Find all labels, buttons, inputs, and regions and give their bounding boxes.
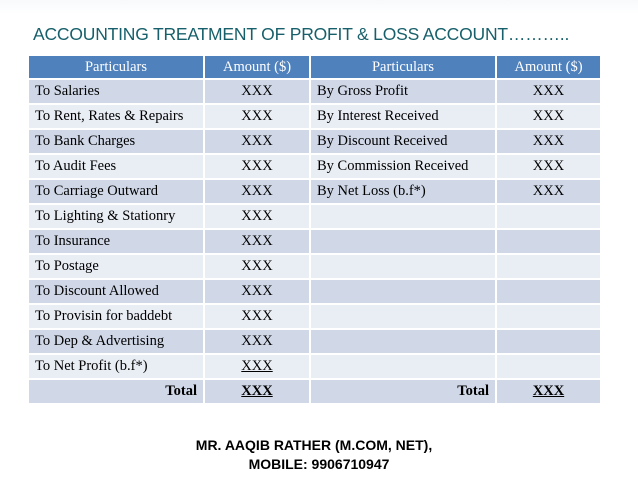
credit-amount <box>496 254 601 279</box>
debit-particular: To Lighting & Stationry <box>28 204 204 229</box>
table-row <box>28 354 601 379</box>
debit-amount: XXX <box>204 329 310 354</box>
table-total-row <box>28 379 601 404</box>
debit-particular: To Discount Allowed <box>28 279 204 304</box>
table-row <box>28 304 601 329</box>
debit-particular: To Carriage Outward <box>28 179 204 204</box>
debit-particular: To Audit Fees <box>28 154 204 179</box>
credit-amount: XXX <box>496 179 601 204</box>
table-row <box>28 154 601 179</box>
net-profit-amount: XXX <box>241 358 273 374</box>
credit-total-label: Total <box>310 379 496 404</box>
credit-amount: XXX <box>496 104 601 129</box>
debit-amount: XXX <box>204 79 310 104</box>
credit-particular: By Gross Profit <box>310 79 496 104</box>
credit-amount <box>496 204 601 229</box>
credit-amount <box>496 304 601 329</box>
table-header-row <box>28 55 601 79</box>
credit-total-amount: XXX <box>496 379 601 404</box>
credit-amount <box>496 279 601 304</box>
credit-particular <box>310 279 496 304</box>
debit-amount: XXX <box>204 204 310 229</box>
credit-particular <box>310 254 496 279</box>
header-amount-debit: Amount ($) <box>204 55 310 79</box>
debit-amount <box>204 354 310 379</box>
table-row <box>28 279 601 304</box>
debit-amount: XXX <box>204 129 310 154</box>
table-row <box>28 104 601 129</box>
credit-particular <box>310 354 496 379</box>
header-particulars-debit: Particulars <box>28 55 204 79</box>
author-name: MR. AAQIB RATHER (M.COM, NET), <box>195 437 433 453</box>
author-mobile: MOBILE: 9906710947 <box>248 456 390 472</box>
credit-amount: XXX <box>496 129 601 154</box>
credit-particular <box>310 304 496 329</box>
debit-particular: To Insurance <box>28 229 204 254</box>
table-row <box>28 254 601 279</box>
credit-particular: By Interest Received <box>310 104 496 129</box>
credit-particular <box>310 329 496 354</box>
debit-particular: To Provisin for baddebt <box>28 304 204 329</box>
credit-amount <box>496 229 601 254</box>
profit-loss-table <box>27 54 602 405</box>
slide-title: ACCOUNTING TREATMENT OF PROFIT & LOSS ACCOUNT……….. <box>33 24 570 44</box>
debit-amount: XXX <box>204 154 310 179</box>
table-row <box>28 204 601 229</box>
credit-particular <box>310 204 496 229</box>
debit-particular: To Rent, Rates & Repairs <box>28 104 204 129</box>
debit-particular: To Salaries <box>28 79 204 104</box>
debit-particular: To Net Profit (b.f*) <box>28 354 204 379</box>
debit-amount: XXX <box>204 179 310 204</box>
debit-amount: XXX <box>204 254 310 279</box>
debit-total-label: Total <box>28 379 204 404</box>
table-row <box>28 329 601 354</box>
header-particulars-credit: Particulars <box>310 55 496 79</box>
table-row <box>28 79 601 104</box>
credit-amount: XXX <box>496 154 601 179</box>
debit-amount: XXX <box>204 304 310 329</box>
credit-particular: By Discount Received <box>310 129 496 154</box>
table-row <box>28 179 601 204</box>
credit-amount: XXX <box>496 79 601 104</box>
debit-particular: To Bank Charges <box>28 129 204 154</box>
table-row <box>28 229 601 254</box>
debit-amount: XXX <box>204 229 310 254</box>
credit-particular <box>310 229 496 254</box>
credit-particular: By Net Loss (b.f*) <box>310 179 496 204</box>
credit-amount <box>496 329 601 354</box>
debit-total-amount: XXX <box>204 379 310 404</box>
author-footer <box>0 436 638 474</box>
debit-amount: XXX <box>204 104 310 129</box>
credit-particular: By Commission Received <box>310 154 496 179</box>
table-row <box>28 129 601 154</box>
slide-top-band <box>0 0 638 14</box>
debit-particular: To Dep & Advertising <box>28 329 204 354</box>
debit-amount: XXX <box>204 279 310 304</box>
debit-particular: To Postage <box>28 254 204 279</box>
header-amount-credit: Amount ($) <box>496 55 601 79</box>
credit-amount <box>496 354 601 379</box>
